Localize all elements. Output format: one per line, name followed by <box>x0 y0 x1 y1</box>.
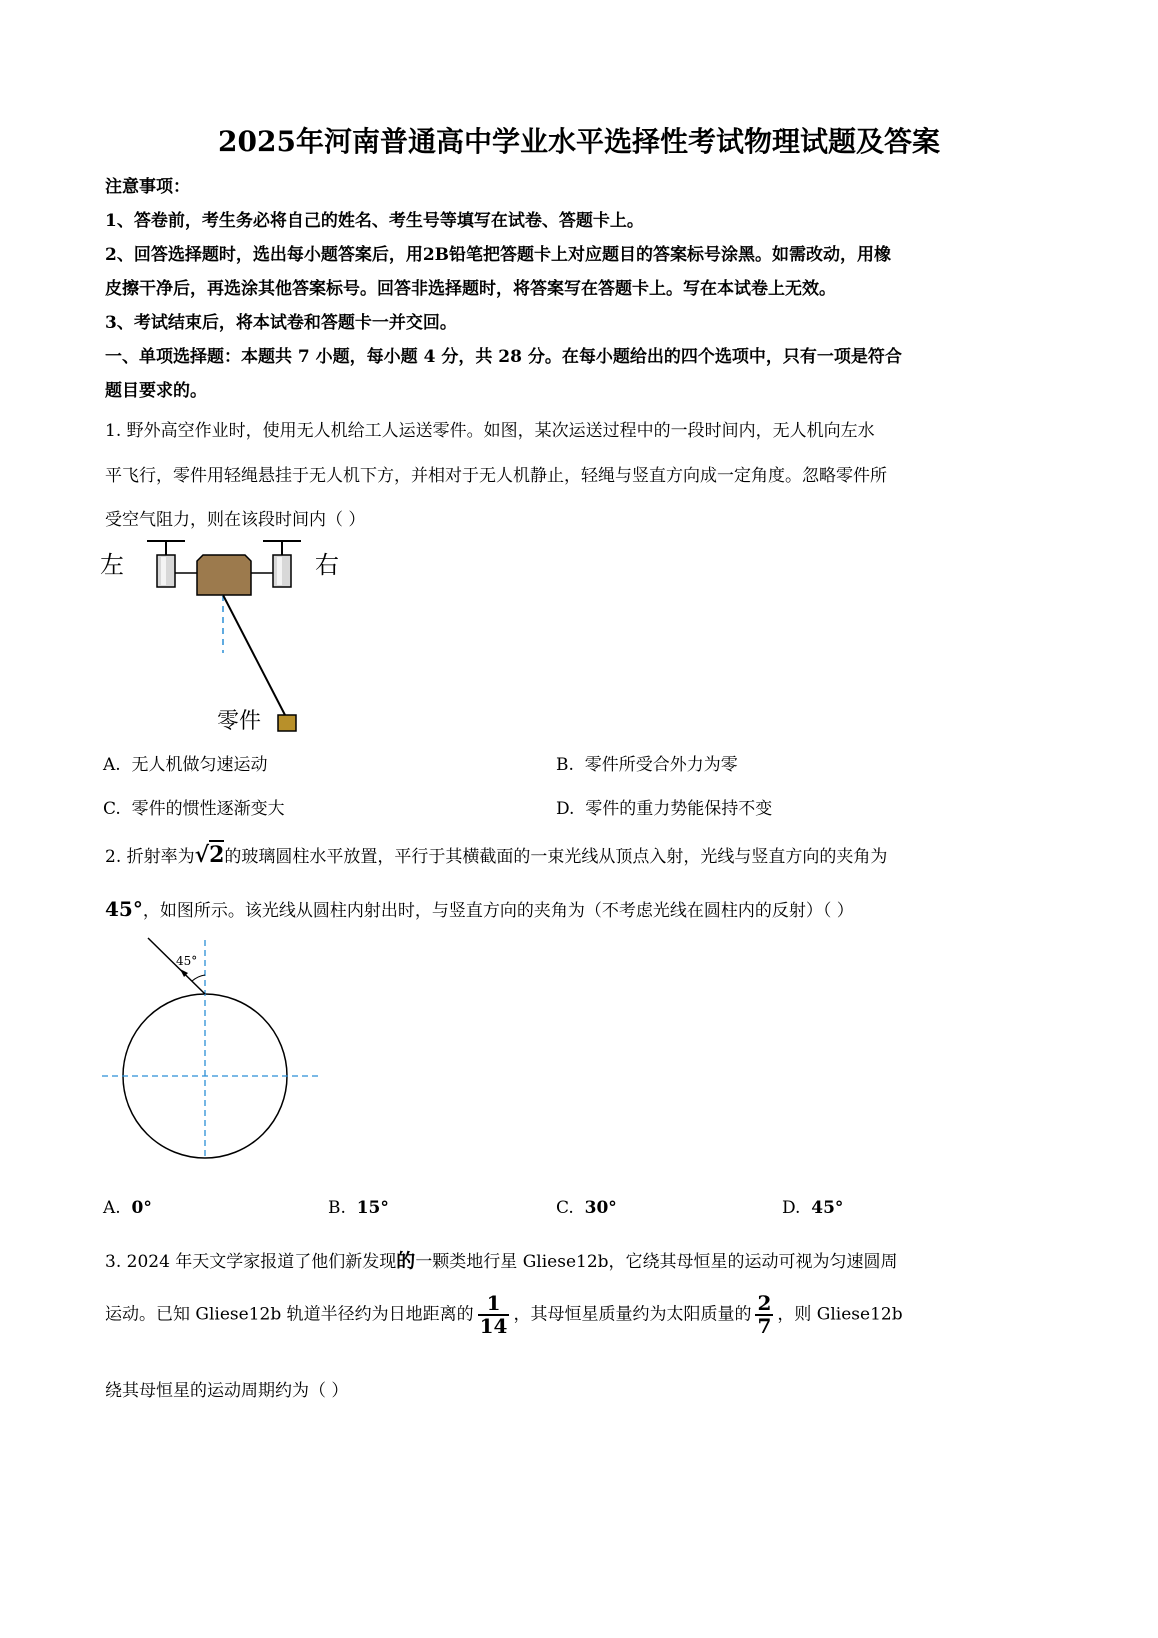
option-text: 无人机做匀速运动 <box>131 755 268 775</box>
drone-diagram <box>95 535 345 740</box>
angle-label: 45° <box>176 954 198 968</box>
option-letter: D. <box>556 799 575 819</box>
option-letter: C. <box>556 1198 574 1218</box>
q2-option-a[interactable] <box>103 1198 152 1218</box>
option-letter: A. <box>103 1198 121 1218</box>
option-value: 15° <box>356 1198 389 1218</box>
sqrt-sign: √ <box>194 842 210 868</box>
option-letter: B. <box>556 755 574 775</box>
q3-line-2a: 运动。已知 Gliese12b 轨道半径约为日地距离的 <box>105 1304 474 1325</box>
section-1-heading: 一、单项选择题：本题共 7 小题，每小题 4 分，共 28 分。在每小题给出的四个选项中，只有一项是符合 <box>105 347 902 367</box>
notice-item-1: 1、答卷前，考生务必将自己的姓名、考生号等填写在试卷、答题卡上。 <box>105 211 644 231</box>
fraction-numerator: 1 <box>478 1293 510 1316</box>
q2-option-b[interactable] <box>328 1198 389 1218</box>
q2-suffix-1: 的玻璃圆柱水平放置，平行于其横截面的一束光线从顶点入射，光线与竖直方向的夹角为 <box>224 847 888 867</box>
part-box <box>278 715 296 731</box>
option-text: 零件的惯性逐渐变大 <box>131 799 285 819</box>
q1-option-a[interactable] <box>103 750 268 775</box>
option-text: 零件所受合外力为零 <box>584 755 738 775</box>
notice-item-3: 3、考试结束后，将本试卷和答题卡一并交回。 <box>105 313 457 333</box>
option-text: 零件的重力势能保持不变 <box>585 799 773 819</box>
sqrt-value: 2 <box>209 842 225 868</box>
q2-suffix-2: ，如图所示。该光线从圆柱内射出时，与竖直方向的夹角为（不考虑光线在圆柱内的反射）（ ） <box>142 901 854 921</box>
q1-line-3: 受空气阻力，则在该段时间内（ ） <box>105 510 366 530</box>
option-value: 45° <box>811 1198 844 1218</box>
left-label: 左 <box>100 551 124 579</box>
part-label: 零件 <box>217 709 262 734</box>
q1-option-b[interactable] <box>556 750 738 775</box>
q1-line-2: 平飞行，零件用轻绳悬挂于无人机下方，并相对于无人机静止，轻绳与竖直方向成一定角度。忽略零件所 <box>105 466 887 486</box>
option-value: 0° <box>131 1198 152 1218</box>
q3-line-1c: 一颗类地行星 Gliese12b，它绕其母恒星的运动可视为匀速圆周 <box>415 1252 898 1272</box>
drone-body <box>197 555 251 595</box>
refraction-diagram <box>100 935 325 1160</box>
q3-line-1b: 的 <box>396 1250 416 1272</box>
q1-option-c[interactable] <box>103 794 285 819</box>
page-title: 2025年河南普通高中学业水平选择性考试物理试题及答案 <box>218 125 940 158</box>
notice-heading: 注意事项： <box>105 177 190 197</box>
q3-line-1 <box>105 1246 898 1273</box>
q3-line-2b: ，其母恒星质量约为太阳质量的 <box>513 1304 752 1325</box>
fraction-numerator: 2 <box>757 1291 772 1315</box>
right-label: 右 <box>315 551 339 579</box>
fraction-two-sevenths <box>755 1293 773 1337</box>
notice-item-2b: 皮擦干净后，再选涂其他答案标号。回答非选择题时，将答案写在答题卡上。写在本试卷上无效。 <box>105 279 836 299</box>
q2-option-c[interactable] <box>556 1198 617 1218</box>
rope <box>223 595 285 715</box>
q2-line-1 <box>105 842 887 868</box>
q1-line-1: 1. 野外高空作业时，使用无人机给工人运送零件。如图，某次运送过程中的一段时间内，无人机向左水 <box>105 421 875 441</box>
q3-line-1a: 3. 2024 年天文学家报道了他们新发现 <box>105 1252 397 1272</box>
q1-drone-figure <box>95 535 345 740</box>
option-letter: C. <box>103 799 121 819</box>
option-letter: B. <box>328 1198 346 1218</box>
q2-angle: 45° <box>105 897 143 921</box>
section-1-heading-cont: 题目要求的。 <box>105 381 207 401</box>
fraction-denominator: 14 <box>479 1314 508 1338</box>
q3-line-2 <box>105 1293 903 1337</box>
left-motor-highlight <box>161 557 166 585</box>
option-letter: D. <box>782 1198 801 1218</box>
fraction-one-fourteenth <box>478 1293 510 1337</box>
q3-line-2c: ，则 Gliese12b <box>777 1304 903 1325</box>
option-value: 30° <box>584 1198 617 1218</box>
q2-line-2 <box>105 896 854 921</box>
notice-item-2a: 2、回答选择题时，选出每小题答案后，用2B铅笔把答题卡上对应题目的答案标号涂黑。如需改动，用橡 <box>105 245 892 265</box>
right-motor-highlight <box>277 557 282 585</box>
q3-line-3: 绕其母恒星的运动周期约为（ ） <box>105 1381 349 1401</box>
q2-option-d[interactable] <box>782 1198 843 1218</box>
fraction-denominator: 7 <box>757 1314 772 1338</box>
q1-option-d[interactable] <box>556 794 772 819</box>
angle-arc <box>192 975 205 981</box>
option-letter: A. <box>103 755 121 775</box>
q2-prefix: 2. 折射率为 <box>105 847 195 867</box>
q2-cylinder-figure <box>100 935 325 1160</box>
